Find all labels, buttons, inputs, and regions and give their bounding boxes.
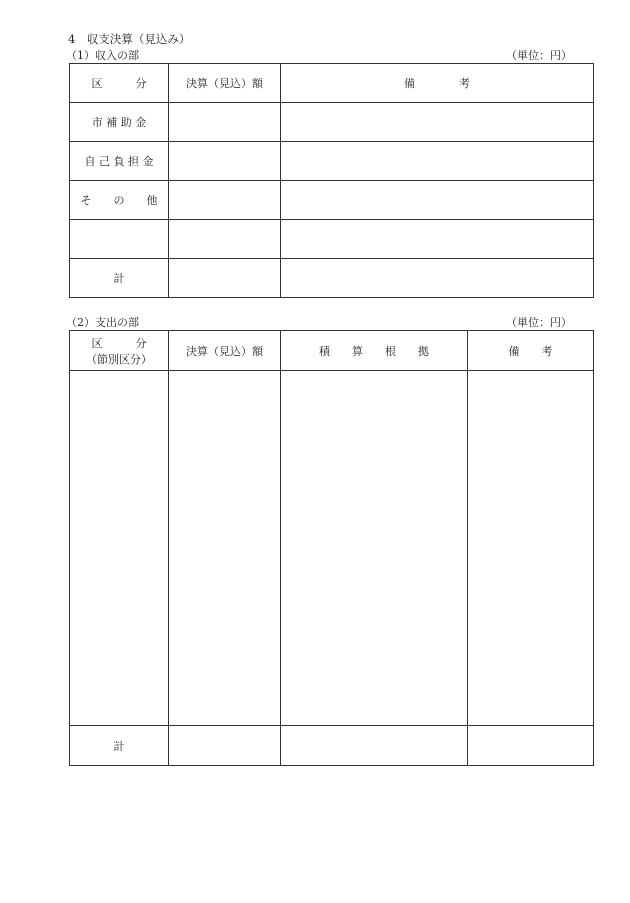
income-row-remarks [281,181,594,220]
income-row-remarks [281,142,594,181]
expense-unit: （単位：円） [506,316,572,329]
expense-total-basis [281,726,468,766]
expense-header-remarks: 備 考 [468,331,594,371]
income-row-amount [169,142,281,181]
income-unit: （単位：円） [506,49,572,62]
income-row-self-burden [70,142,594,181]
income-total-row [70,259,594,298]
income-heading: （1）収入の部 [66,49,139,62]
section-title: 4 収支決算（見込み） [68,32,191,46]
expense-body-row [70,371,594,726]
income-row-other [70,181,594,220]
expense-header-category [70,331,169,371]
income-row-remarks [281,220,594,259]
expense-total-amount [169,726,281,766]
income-row-amount [169,220,281,259]
income-total-label: 計 [70,259,169,298]
expense-heading: （2）支出の部 [66,316,139,329]
income-row-amount [169,103,281,142]
income-table [69,63,594,298]
expense-total-label: 計 [70,726,169,766]
expense-body-category [70,371,169,726]
expense-body-amount [169,371,281,726]
expense-header-basis: 積 算 根 拠 [281,331,468,371]
expense-table [69,330,594,766]
income-header-remarks: 備 考 [281,64,594,103]
income-header-row [70,64,594,103]
expense-header-category-line2: （節別区分） [86,352,152,366]
expense-header-category-line1: 区 分 [91,336,147,350]
income-row-category: 市 補 助 金 [70,103,169,142]
income-row-category [70,220,169,259]
expense-header-amount: 決算（見込）額 [169,331,281,371]
income-row-category: 自 己 負 担 金 [70,142,169,181]
income-row-blank [70,220,594,259]
income-total-amount [169,259,281,298]
expense-body-remarks [468,371,594,726]
income-row-category: そ の 他 [70,181,169,220]
income-row-amount [169,181,281,220]
expense-header-row [70,331,594,371]
income-header-amount: 決算（見込）額 [169,64,281,103]
income-row-remarks [281,103,594,142]
expense-total-remarks [468,726,594,766]
income-row-subsidy [70,103,594,142]
expense-total-row [70,726,594,766]
income-header-category: 区 分 [70,64,169,103]
income-total-remarks [281,259,594,298]
expense-body-basis [281,371,468,726]
